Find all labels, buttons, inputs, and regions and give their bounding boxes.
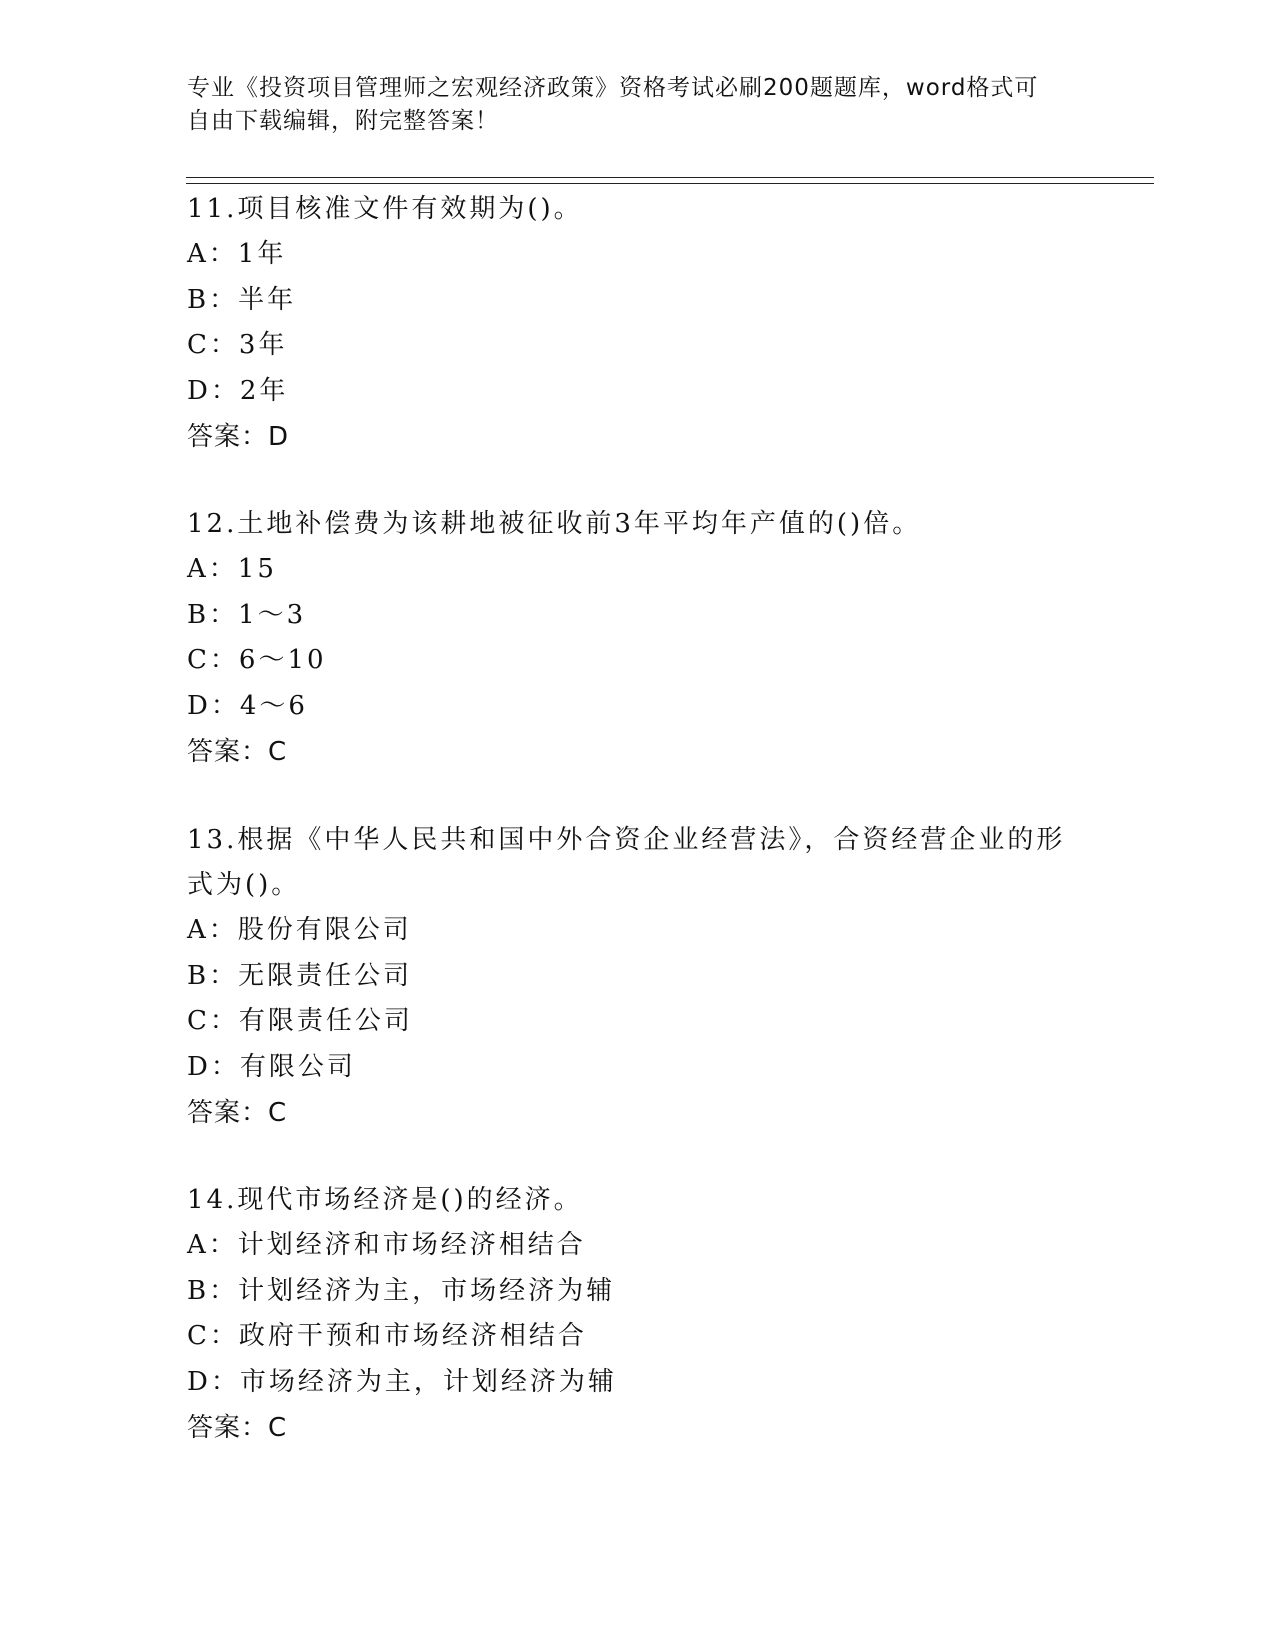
- option-a: [187, 547, 1087, 593]
- header-divider-bottom: [186, 183, 1154, 184]
- option-text: 无限责任公司: [238, 960, 413, 991]
- header-line-2: 自由下载编辑，附完整答案！: [187, 108, 499, 134]
- option-label: D：: [187, 1051, 240, 1082]
- option-label: D：: [187, 1366, 240, 1397]
- option-label: A：: [187, 554, 238, 584]
- option-text: 6～10: [238, 645, 327, 675]
- answer-line: 答案：C: [187, 1098, 288, 1128]
- option-c: [187, 1314, 1087, 1360]
- header-divider-top: [186, 177, 1154, 178]
- option-label: C：: [187, 645, 239, 675]
- question-stem: 项目核准文件有效期为()。: [237, 194, 583, 224]
- option-label: B：: [187, 284, 239, 315]
- question-13: [187, 818, 1087, 1136]
- question-number: 11.: [187, 194, 238, 224]
- option-b: [187, 954, 1087, 1000]
- option-text: 市场经济为主，计划经济为辅: [239, 1366, 617, 1397]
- option-d: [187, 1045, 1087, 1091]
- option-c: [187, 323, 1087, 369]
- option-b: [187, 593, 1087, 639]
- option-label: A：: [187, 239, 238, 269]
- option-text: 2年: [239, 375, 289, 406]
- option-b: [187, 278, 1087, 324]
- question-stem: 根据《中华人民共和国中外合资企业经营法》，合资经营企业的形: [237, 825, 1066, 855]
- option-text: 计划经济为主，市场经济为辅: [238, 1275, 616, 1306]
- option-d: [187, 684, 1087, 730]
- question-text-continued: 式为()。: [187, 870, 301, 900]
- question-number: 12.: [187, 509, 238, 539]
- option-d: [187, 369, 1087, 415]
- document-header: [187, 72, 1067, 138]
- answer-line: 答案：D: [187, 422, 290, 452]
- question-14: [187, 1178, 1087, 1451]
- option-text: 3年: [238, 330, 288, 360]
- option-label: B：: [187, 1275, 239, 1306]
- question-number: 14.: [187, 1185, 238, 1215]
- option-b: [187, 1269, 1087, 1315]
- option-label: D：: [187, 375, 240, 406]
- question-12: [187, 502, 1087, 775]
- option-label: D：: [187, 690, 240, 721]
- option-c: [187, 638, 1087, 684]
- option-label: A：: [187, 915, 238, 945]
- answer-line: 答案：C: [187, 737, 288, 767]
- option-text: 政府干预和市场经济相结合: [238, 1321, 587, 1351]
- answer-line: 答案：C: [187, 1413, 288, 1443]
- option-text: 15: [237, 554, 277, 584]
- option-d: [187, 1360, 1087, 1406]
- question-11: [187, 187, 1087, 460]
- question-text: [187, 502, 1087, 547]
- option-label: C：: [187, 330, 239, 360]
- option-a: [187, 908, 1087, 954]
- question-text: [187, 1178, 1087, 1223]
- header-line-1: 专业《投资项目管理师之宏观经济政策》资格考试必刷200题题库，word格式可: [187, 75, 1039, 101]
- option-text: 有限责任公司: [238, 1006, 413, 1036]
- option-text: 1～3: [238, 599, 307, 630]
- option-text: 1年: [237, 239, 287, 269]
- question-text: [187, 818, 1087, 863]
- question-stem: 现代市场经济是()的经济。: [237, 1185, 583, 1215]
- option-text: 股份有限公司: [237, 915, 412, 945]
- option-label: A：: [187, 1230, 238, 1260]
- option-text: 有限公司: [239, 1051, 356, 1082]
- option-text: 4～6: [239, 690, 308, 721]
- option-c: [187, 999, 1087, 1045]
- question-text: [187, 187, 1087, 232]
- option-a: [187, 232, 1087, 278]
- option-a: [187, 1223, 1087, 1269]
- option-label: C：: [187, 1006, 239, 1036]
- option-label: B：: [187, 599, 239, 630]
- option-text: 计划经济和市场经济相结合: [237, 1230, 586, 1260]
- option-label: C：: [187, 1321, 239, 1351]
- option-label: B：: [187, 960, 239, 991]
- question-stem: 土地补偿费为该耕地被征收前3年平均年产值的()倍。: [237, 509, 922, 539]
- question-number: 13.: [187, 825, 238, 855]
- option-text: 半年: [238, 284, 297, 315]
